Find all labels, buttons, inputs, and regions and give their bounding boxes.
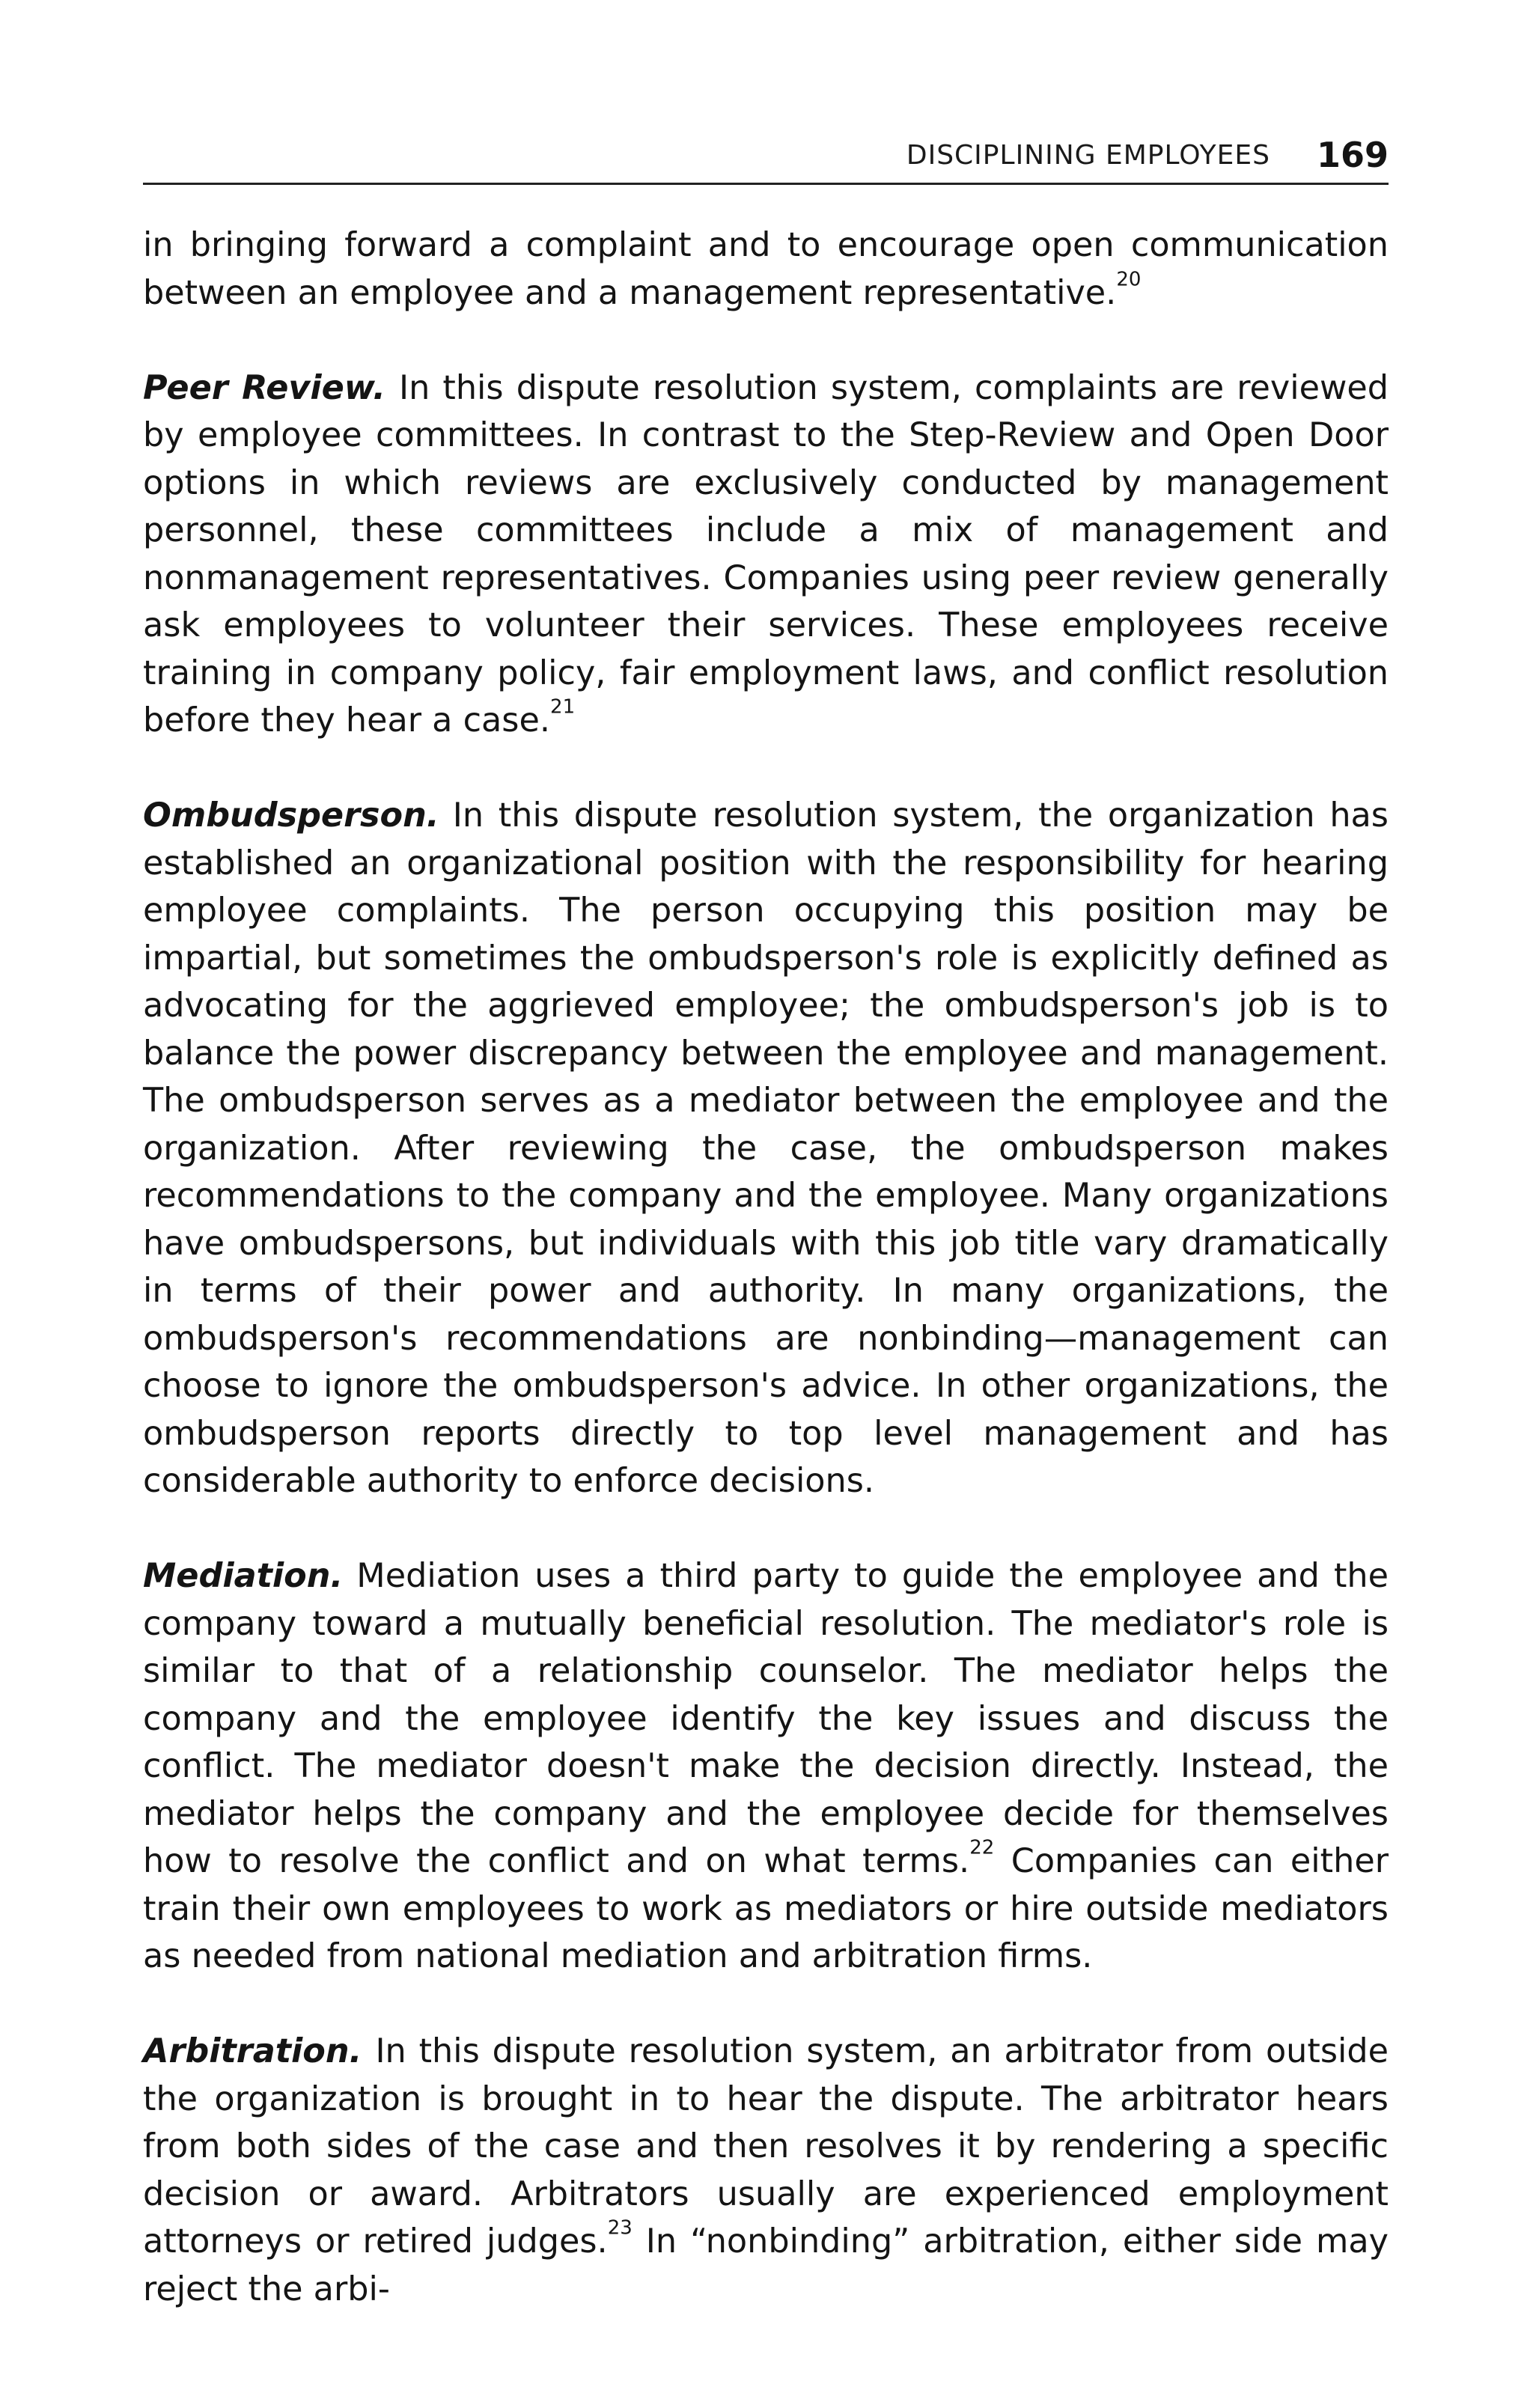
paragraph-text: in bringing forward a complaint and to encourage open communication between an employee and a management representative.	[143, 226, 1389, 312]
body-text	[143, 222, 1389, 2313]
run-in-heading-peer-review: Peer Review.	[143, 368, 385, 407]
paragraph-text: In this dispute resolution system, the organization has established an organizational position with the responsibility for hearing employee complaints. The person occupying this position may be impartial, but sometimes the ombudsperson's role is explicitly defined as advocating for the aggrieved employee; the ombudsperson's job is to balance the power discrepancy between the employee and management. The ombudsperson serves as a mediator between the employee and the organization. After reviewing the case, the ombudsperson makes recommendations to the company and the employee. Many organizations have ombudspersons, but individuals with this job title vary dramatically in terms of their power and authority. In many organizations, the ombudsperson's recommendations are nonbinding—management can choose to ignore the ombudsperson's advice. In other organizations, the ombudsperson reports directly to top level management and has considerable authority to enforce decisions.	[143, 796, 1389, 1500]
footnote-ref-22: 22	[969, 1836, 995, 1859]
paragraph-text: Companies can either train their own employees to work as mediators or hire outside mediators as needed from national mediation and arbitration firms.	[143, 1842, 1389, 1975]
paragraph-text: In this dispute resolution system, complaints are reviewed by employee committees. In contrast to the Step-Review and Open Door options in which reviews are exclusively conducted by management personnel, these committees include a mix of management and nonmanagement representatives. Companies using peer review generally ask employees to volunteer their services. These employees receive training in company policy, fair employment laws, and conflict resolution before they hear a case.	[143, 368, 1389, 740]
run-in-heading-ombudsperson: Ombudsperson.	[143, 796, 439, 835]
paragraph-arbitration	[143, 2028, 1389, 2313]
footnote-ref-20: 20	[1116, 267, 1142, 290]
paragraph-mediation	[143, 1552, 1389, 1981]
page-number: 169	[1316, 135, 1389, 175]
paragraph-text: In this dispute resolution system, an arbitrator from outside the organization is brought in to hear the dispute. The arbitrator hears from both sides of the case and then resolves it by rendering a specific decision or award. Arbitrators usually are experienced employment attorneys or retired judges.	[143, 2032, 1389, 2261]
paragraph-text: In “nonbinding” arbitration, either side may reject the arbi-	[143, 2222, 1389, 2308]
run-in-heading-arbitration: Arbitration.	[143, 2032, 362, 2070]
paragraph-ombudsperson	[143, 792, 1389, 1505]
paragraph-continuation	[143, 222, 1389, 317]
footnote-ref-23: 23	[607, 2216, 633, 2240]
running-head	[143, 130, 1389, 178]
footnote-ref-21: 21	[550, 695, 576, 719]
running-title: DISCIPLINING EMPLOYEES	[906, 140, 1270, 171]
header-rule	[143, 183, 1389, 185]
paragraph-text: Mediation uses a third party to guide the employee and the company toward a mutually beneficial resolution. The mediator's role is similar to that of a relationship counselor. The mediator helps the company and the employee identify the key issues and discuss the conflict. The mediator doesn't make the decision directly. Instead, the mediator helps the company and the employee decide for themselves how to resolve the conflict and on what terms.	[143, 1557, 1389, 1880]
run-in-heading-mediation: Mediation.	[143, 1557, 344, 1595]
paragraph-peer-review	[143, 365, 1389, 745]
